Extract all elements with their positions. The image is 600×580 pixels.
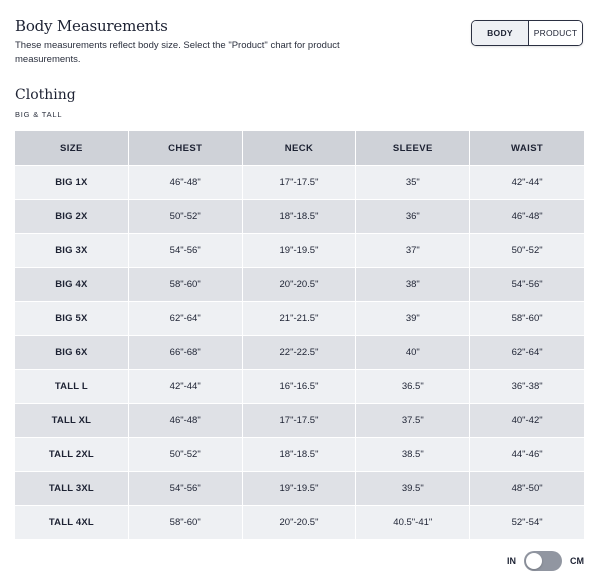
table-cell-waist: 44"-46" xyxy=(470,437,584,471)
table-cell-size: TALL 3XL xyxy=(15,471,129,505)
table-cell-waist: 54"-56" xyxy=(470,267,584,301)
table-cell-sleeve: 38.5" xyxy=(356,437,470,471)
table-cell-waist: 50"-52" xyxy=(470,233,584,267)
table-body xyxy=(15,165,584,539)
table-cell-size: TALL L xyxy=(15,369,129,403)
table-cell-chest: 66"-68" xyxy=(129,335,243,369)
table-cell-size: BIG 2X xyxy=(15,199,129,233)
page-description: These measurements reflect body size. Select the "Product" chart for product measurements. xyxy=(15,40,340,65)
table-cell-sleeve: 37.5" xyxy=(356,403,470,437)
table-cell-neck: 17"-17.5" xyxy=(243,165,357,199)
table-cell-chest: 46"-48" xyxy=(129,165,243,199)
unit-label-cm: CM xyxy=(570,556,584,566)
table-row xyxy=(15,165,584,199)
size-chart-table xyxy=(15,131,584,539)
table-cell-neck: 20"-20.5" xyxy=(243,505,357,539)
chart-view-toggle xyxy=(471,20,583,46)
table-cell-waist: 62"-64" xyxy=(470,335,584,369)
table-cell-sleeve: 38" xyxy=(356,267,470,301)
table-cell-sleeve: 37" xyxy=(356,233,470,267)
table-cell-waist: 42"-44" xyxy=(470,165,584,199)
section-title: Clothing xyxy=(15,87,76,103)
switch-knob xyxy=(526,553,542,569)
column-header-waist: WAIST xyxy=(470,131,584,165)
table-cell-size: BIG 3X xyxy=(15,233,129,267)
table-cell-neck: 18"-18.5" xyxy=(243,437,357,471)
table-cell-neck: 19"-19.5" xyxy=(243,471,357,505)
table-row xyxy=(15,505,584,539)
column-header-chest: CHEST xyxy=(129,131,243,165)
table-cell-size: BIG 4X xyxy=(15,267,129,301)
table-cell-chest: 58"-60" xyxy=(129,267,243,301)
table-row xyxy=(15,471,584,505)
table-cell-neck: 21"-21.5" xyxy=(243,301,357,335)
table-row xyxy=(15,403,584,437)
table-cell-sleeve: 39" xyxy=(356,301,470,335)
table-row xyxy=(15,437,584,471)
table-cell-chest: 42"-44" xyxy=(129,369,243,403)
table-cell-sleeve: 39.5" xyxy=(356,471,470,505)
table-cell-size: BIG 1X xyxy=(15,165,129,199)
section-subtitle: BIG & TALL xyxy=(15,110,63,119)
table-row xyxy=(15,369,584,403)
column-header-size: SIZE xyxy=(15,131,129,165)
table-cell-sleeve: 36.5" xyxy=(356,369,470,403)
table-cell-chest: 46"-48" xyxy=(129,403,243,437)
table-row xyxy=(15,267,584,301)
table-row xyxy=(15,335,584,369)
table-cell-chest: 58"-60" xyxy=(129,505,243,539)
table-cell-waist: 46"-48" xyxy=(470,199,584,233)
column-header-sleeve: SLEEVE xyxy=(356,131,470,165)
table-cell-waist: 52"-54" xyxy=(470,505,584,539)
table-cell-neck: 22"-22.5" xyxy=(243,335,357,369)
table-cell-waist: 48"-50" xyxy=(470,471,584,505)
page-title: Body Measurements xyxy=(15,17,168,35)
unit-toggle-switch[interactable] xyxy=(524,551,562,571)
table-cell-neck: 17"-17.5" xyxy=(243,403,357,437)
table-cell-sleeve: 36" xyxy=(356,199,470,233)
table-cell-neck: 20"-20.5" xyxy=(243,267,357,301)
product-view-button[interactable]: PRODUCT xyxy=(529,21,582,45)
table-cell-sleeve: 35" xyxy=(356,165,470,199)
table-cell-chest: 54"-56" xyxy=(129,471,243,505)
table-row xyxy=(15,301,584,335)
unit-label-in: IN xyxy=(507,556,516,566)
table-row xyxy=(15,233,584,267)
table-cell-waist: 36"-38" xyxy=(470,369,584,403)
table-cell-sleeve: 40.5"-41" xyxy=(356,505,470,539)
table-cell-neck: 16"-16.5" xyxy=(243,369,357,403)
table-cell-size: TALL 4XL xyxy=(15,505,129,539)
table-cell-waist: 58"-60" xyxy=(470,301,584,335)
table-cell-chest: 50"-52" xyxy=(129,437,243,471)
table-cell-waist: 40"-42" xyxy=(470,403,584,437)
table-cell-size: BIG 6X xyxy=(15,335,129,369)
table-cell-size: TALL XL xyxy=(15,403,129,437)
table-cell-chest: 54"-56" xyxy=(129,233,243,267)
unit-switch xyxy=(507,550,584,572)
column-header-neck: NECK xyxy=(243,131,357,165)
table-cell-neck: 18"-18.5" xyxy=(243,199,357,233)
table-cell-chest: 50"-52" xyxy=(129,199,243,233)
body-view-button[interactable]: BODY xyxy=(472,21,529,45)
table-cell-neck: 19"-19.5" xyxy=(243,233,357,267)
table-cell-size: TALL 2XL xyxy=(15,437,129,471)
table-cell-chest: 62"-64" xyxy=(129,301,243,335)
table-header-row xyxy=(15,131,584,165)
table-cell-sleeve: 40" xyxy=(356,335,470,369)
table-row xyxy=(15,199,584,233)
table-cell-size: BIG 5X xyxy=(15,301,129,335)
